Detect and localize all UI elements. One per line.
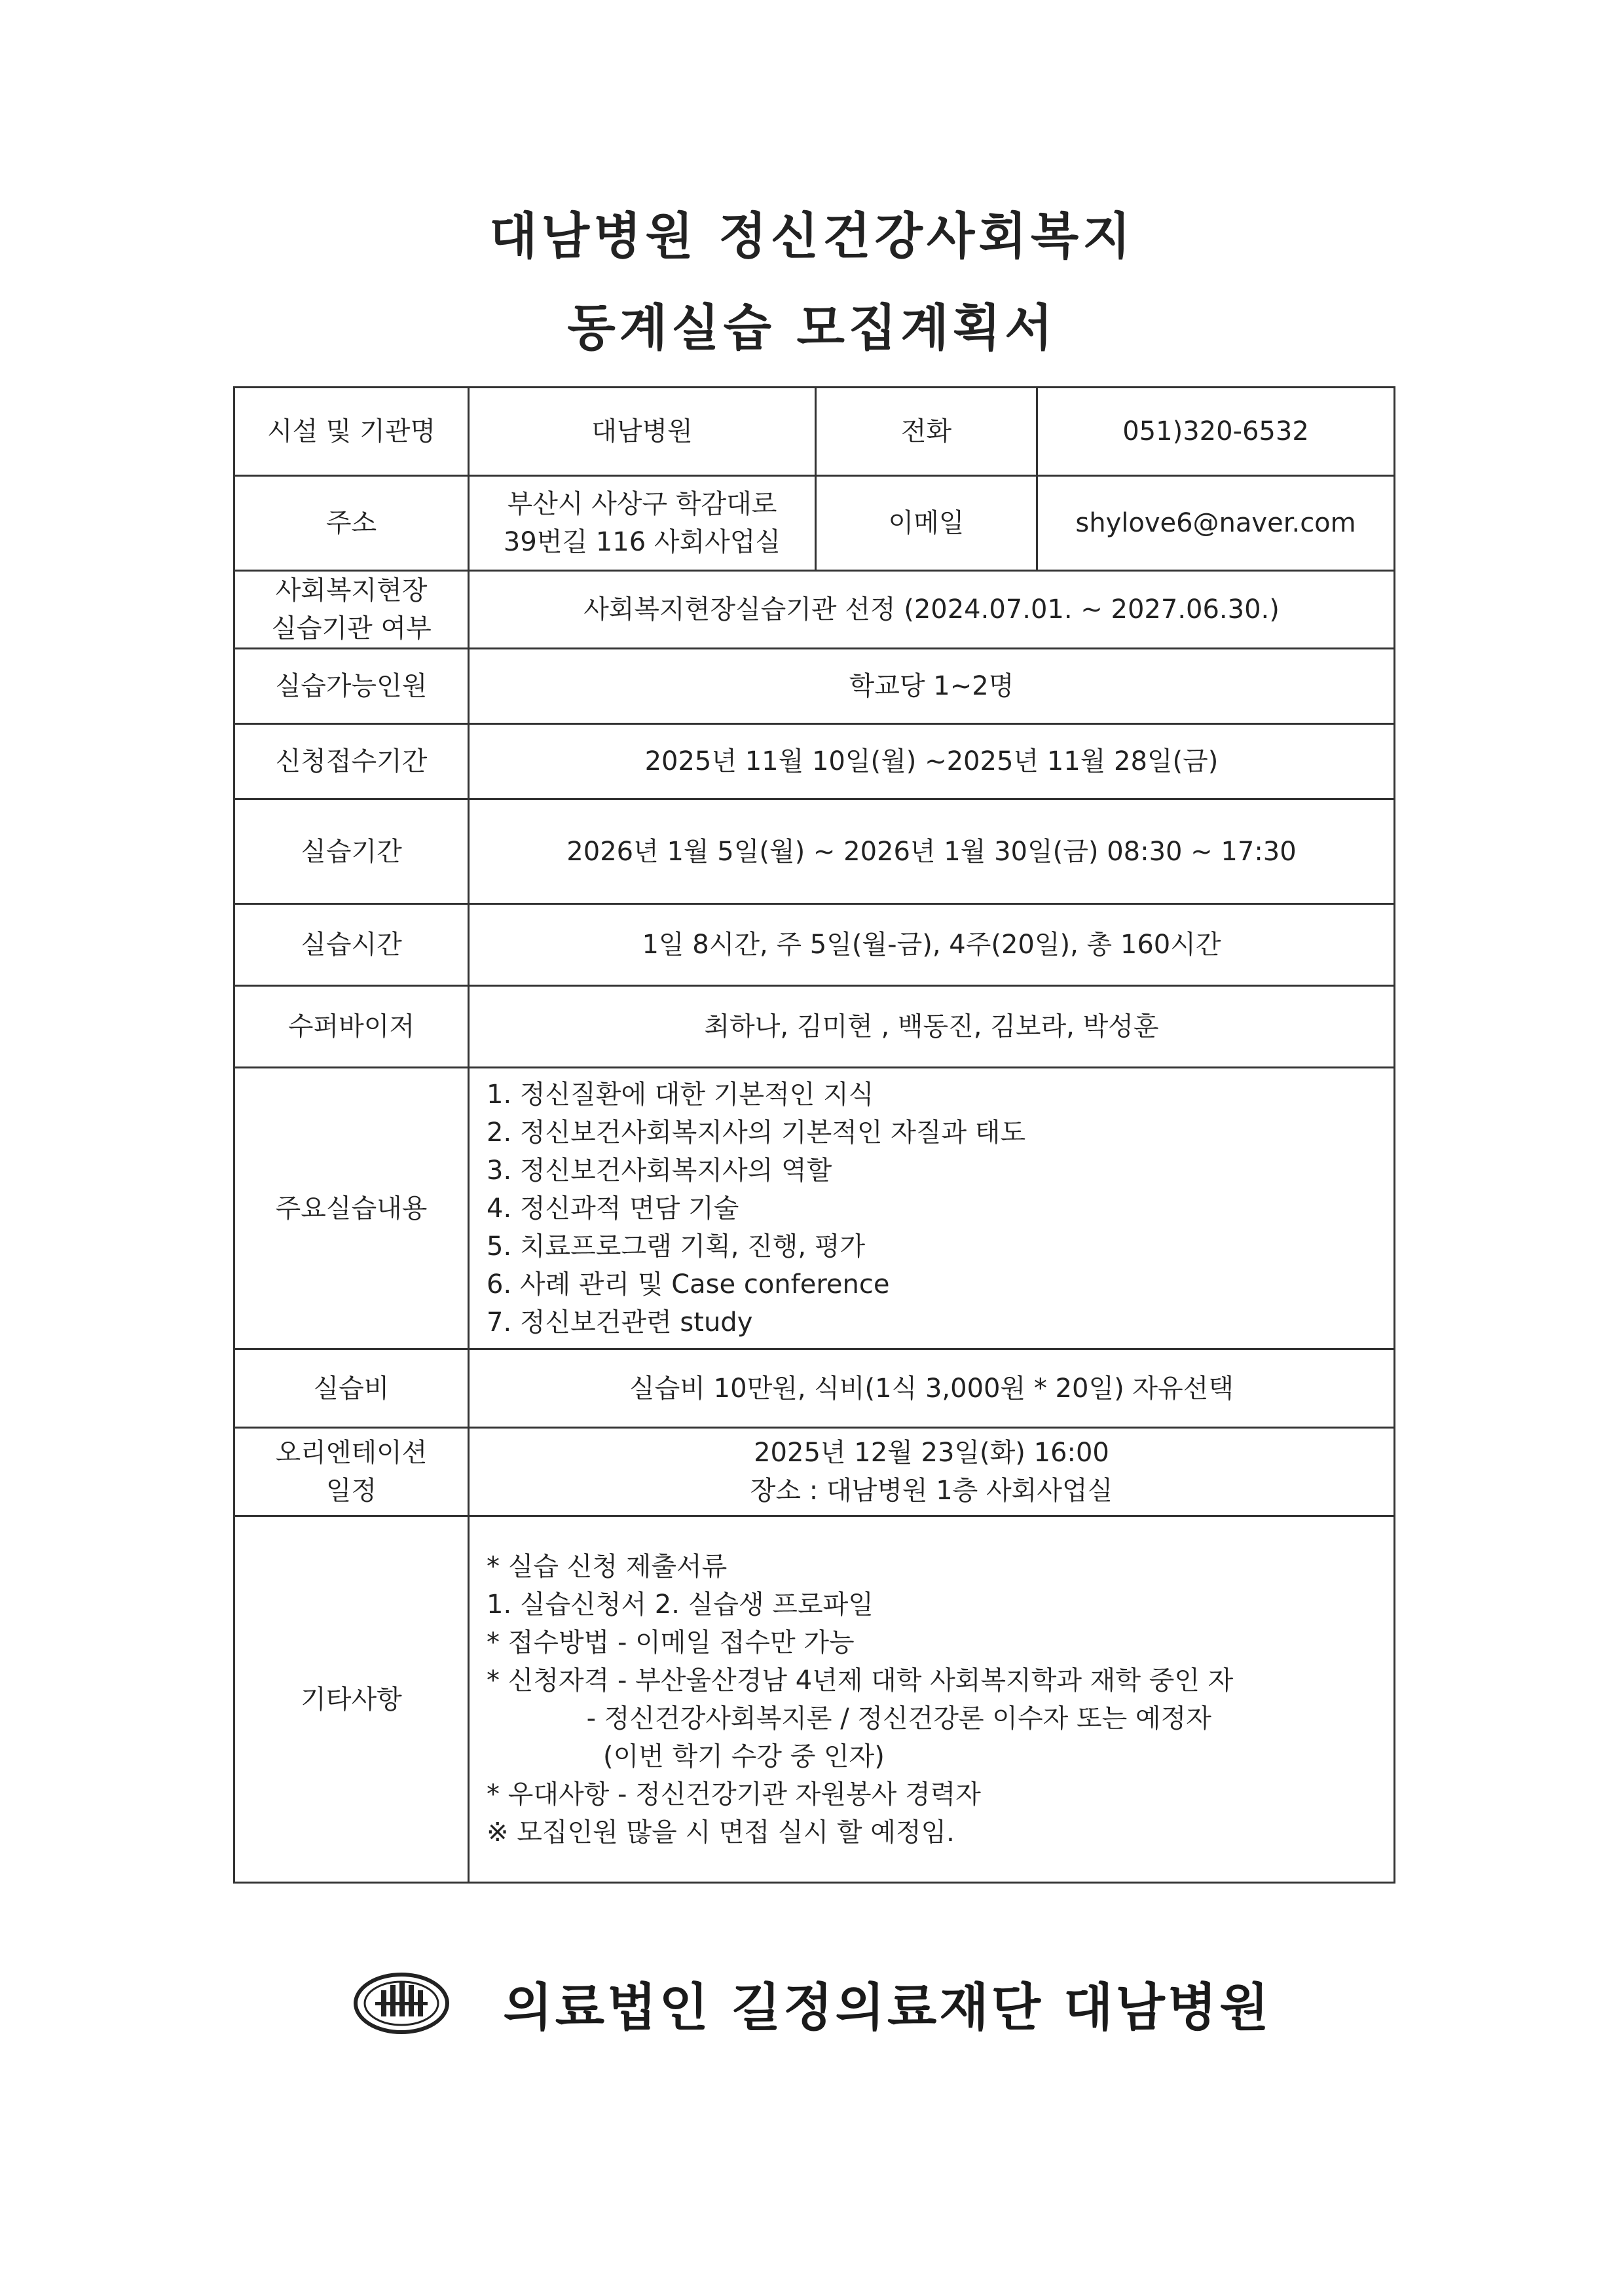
list-item: * 접수방법 - 이메일 접수만 가능 bbox=[487, 1627, 855, 1658]
supervisor-label: 수퍼바이저 bbox=[234, 986, 469, 1068]
content-label: 주요실습내용 bbox=[234, 1068, 469, 1349]
list-item: * 우대사항 - 정신건강기관 자원봉사 경력자 bbox=[487, 1779, 981, 1810]
email-label: 이메일 bbox=[816, 476, 1037, 571]
practice-period-label: 실습기간 bbox=[234, 799, 469, 904]
orientation-date: 2025년 12월 23일(화) 16:00 bbox=[754, 1438, 1109, 1468]
fee-value: 실습비 10만원, 식비(1식 3,000원 * 20일) 자유선택 bbox=[469, 1349, 1395, 1428]
list-item: * 신청자격 - 부산울산경남 4년제 대학 사회복지학과 재학 중인 자 bbox=[487, 1665, 1234, 1696]
supervisor-value: 최하나, 김미현 , 백동진, 김보라, 박성훈 bbox=[469, 986, 1395, 1068]
facility-value: 대남병원 bbox=[469, 388, 816, 476]
table-row bbox=[234, 799, 1395, 904]
application-period-label: 신청접수기간 bbox=[234, 724, 469, 799]
table-row bbox=[234, 1428, 1395, 1516]
organization-name: 의료법인 길정의료재단 대남병원 bbox=[503, 1978, 1272, 2037]
capacity-value: 학교당 1~2명 bbox=[469, 649, 1395, 724]
address-line-2: 39번길 116 사회사업실 bbox=[503, 527, 781, 557]
recruitment-form-table bbox=[233, 386, 1395, 1884]
practice-period-value: 2026년 1월 5일(월) ~ 2026년 1월 30일(금) 08:30 ~ 17:30 bbox=[469, 799, 1395, 904]
other-label: 기타사항 bbox=[234, 1516, 469, 1883]
list-item: 1. 실습신청서 2. 실습생 프로파일 bbox=[487, 1589, 874, 1620]
footer bbox=[0, 1958, 1624, 2049]
practice-hours-value: 1일 8시간, 주 5일(월-금), 4주(20일), 총 160시간 bbox=[469, 904, 1395, 986]
list-item: 5. 치료프로그램 기획, 진행, 평가 bbox=[487, 1231, 866, 1262]
list-item: ※ 모집인원 많을 시 면접 실시 할 예정임. bbox=[487, 1817, 955, 1848]
designation-label-line-1: 사회복지현장 bbox=[275, 575, 428, 606]
list-item: 1. 정신질환에 대한 기본적인 지식 bbox=[487, 1079, 874, 1110]
table-row bbox=[234, 724, 1395, 799]
application-period-value: 2025년 11월 10일(월) ~2025년 11월 28일(금) bbox=[469, 724, 1395, 799]
orientation-label bbox=[234, 1428, 469, 1516]
list-item: 3. 정신보건사회복지사의 역할 bbox=[487, 1155, 832, 1186]
table-row bbox=[234, 986, 1395, 1068]
list-item: - 정신건강사회복지론 / 정신건강론 이수자 또는 예정자 bbox=[487, 1703, 1211, 1734]
practice-hours-label: 실습시간 bbox=[234, 904, 469, 986]
orientation-place: 장소 : 대남병원 1층 사회사업실 bbox=[750, 1476, 1113, 1506]
table-row bbox=[234, 476, 1395, 571]
other-list bbox=[469, 1516, 1395, 1883]
table-row bbox=[234, 388, 1395, 476]
document-title-line2: 동계실습 모집계획서 bbox=[567, 299, 1057, 357]
orientation-value bbox=[469, 1428, 1395, 1516]
address-value bbox=[469, 476, 816, 571]
designation-value: 사회복지현장실습기관 선정 (2024.07.01. ~ 2027.06.30.) bbox=[469, 571, 1395, 649]
hospital-logo-icon bbox=[352, 1971, 451, 2036]
list-item: 4. 정신과적 면담 기술 bbox=[487, 1193, 739, 1224]
content-list bbox=[469, 1068, 1395, 1349]
list-item: 6. 사례 관리 및 Case conference bbox=[487, 1269, 890, 1300]
list-item: 2. 정신보건사회복지사의 기본적인 자질과 태도 bbox=[487, 1117, 1026, 1148]
list-item: * 실습 신청 제출서류 bbox=[487, 1551, 728, 1582]
list-item: 7. 정신보건관련 study bbox=[487, 1307, 753, 1338]
phone-value: 051)320-6532 bbox=[1037, 388, 1395, 476]
capacity-label: 실습가능인원 bbox=[234, 649, 469, 724]
designation-label bbox=[234, 571, 469, 649]
table-row bbox=[234, 1068, 1395, 1349]
table-row bbox=[234, 1349, 1395, 1428]
orientation-label-line-2: 일정 bbox=[325, 1476, 377, 1506]
address-label: 주소 bbox=[234, 476, 469, 571]
facility-label: 시설 및 기관명 bbox=[234, 388, 469, 476]
table-row bbox=[234, 904, 1395, 986]
list-item: (이번 학기 수강 중 인자) bbox=[487, 1741, 885, 1772]
fee-label: 실습비 bbox=[234, 1349, 469, 1428]
address-line-1: 부산시 사상구 학감대로 bbox=[507, 489, 777, 519]
table-row bbox=[234, 1516, 1395, 1883]
document-title-line1: 대남병원 정신건강사회복지 bbox=[489, 207, 1135, 265]
designation-label-line-2: 실습기관 여부 bbox=[271, 613, 432, 644]
table-row bbox=[234, 649, 1395, 724]
phone-label: 전화 bbox=[816, 388, 1037, 476]
table-row bbox=[234, 571, 1395, 649]
email-value: shylove6@naver.com bbox=[1037, 476, 1395, 571]
orientation-label-line-1: 오리엔테이션 bbox=[275, 1438, 428, 1468]
